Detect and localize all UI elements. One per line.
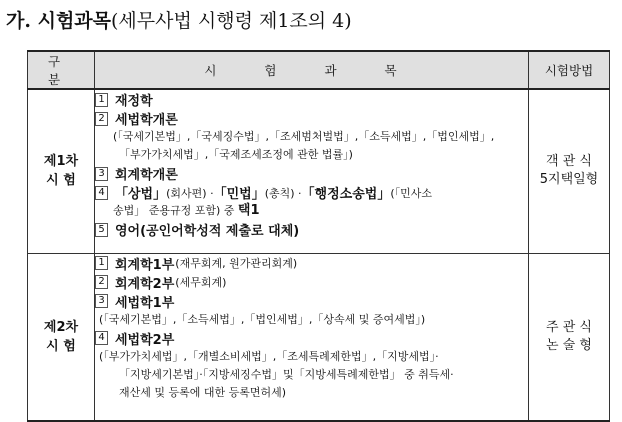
subject-detail: (「국세기본법」,「소득세법」,「법인세법」,「상속세 및 증여세법」): [99, 312, 426, 326]
number-box: 3: [95, 167, 108, 181]
method-line: 주 관 식: [546, 319, 592, 335]
subject-item: [95, 183, 528, 202]
number-box: 5: [95, 223, 108, 237]
table-row-second-exam: [28, 253, 610, 421]
number-box: 3: [95, 294, 108, 308]
subject-note: (총칙) ·: [264, 186, 302, 200]
category-line: 시 험: [46, 173, 76, 189]
subjects-second-exam: [95, 253, 529, 421]
heading-subtitle: (세무사법 시행령 제1조의 4): [111, 10, 352, 32]
category-line: 제1차: [43, 154, 79, 170]
subject-title: 세법학1부: [115, 295, 175, 311]
subject-title: 세법학2부: [115, 332, 175, 348]
page-heading: [6, 6, 352, 33]
header-subjects: 시 험 과 목: [95, 51, 529, 89]
subject-title: 재정학: [115, 94, 153, 109]
subject-note: (회사편) ·: [166, 186, 214, 200]
subject-item: [95, 329, 528, 348]
subject-choice: 택1: [237, 203, 260, 218]
number-box: 1: [95, 93, 108, 107]
subject-item: [95, 90, 528, 109]
subject-title: 세법학개론: [115, 113, 178, 128]
subject-detail-text: 송법」 준용규정 포함) 중: [113, 204, 238, 217]
subject-title: 영어(공인어학성적 제출로 대체): [115, 224, 300, 239]
subjects-first-exam: [95, 89, 529, 253]
subject-detail: (「국세기본법」,「국세징수법」,「조세범처벌법」,「소득세법」,「법인세법」,: [113, 130, 495, 143]
subject-title: 「민법」: [213, 187, 265, 202]
subject-title: 회계학2부: [115, 276, 175, 292]
heading-title: 가. 시험과목: [6, 10, 111, 32]
method-line: 논 술 형: [546, 337, 592, 353]
subject-detail: 「부가가치세법」,「국제조세조정에 관한 법률」): [119, 148, 353, 161]
method-line: 5지택일형: [539, 172, 599, 188]
table-row-first-exam: [28, 89, 610, 253]
exam-subjects-table: [27, 50, 610, 422]
subject-note: (「민사소: [390, 186, 433, 200]
number-box: 4: [95, 186, 108, 200]
table-header-row: [28, 51, 610, 89]
number-box: 2: [95, 275, 108, 289]
subject-title: 「행정소송법」: [301, 187, 391, 202]
number-box: 1: [95, 256, 108, 270]
subject-title: 「상법」: [115, 187, 167, 202]
number-box: 4: [95, 331, 108, 345]
subject-item: [95, 254, 528, 273]
subject-item: [95, 109, 528, 128]
subject-item: [95, 220, 528, 239]
subject-item: [95, 273, 528, 292]
header-category: 구 분: [28, 51, 95, 89]
number-box: 2: [95, 112, 108, 126]
subject-title: 회계학1부: [115, 257, 175, 273]
header-method: 시험방법: [529, 51, 610, 89]
subject-item: [95, 292, 528, 311]
category-first-exam: [28, 89, 95, 253]
subject-detail: (「부가가치세법」,「개별소비세법」,「조세특례제한법」,「지방세법」·: [99, 349, 439, 363]
method-first-exam: [529, 89, 610, 253]
subject-detail: [95, 202, 528, 220]
subject-detail: 재산세 및 등록에 대한 등록면허세): [119, 385, 287, 399]
subject-note: (세무회계): [175, 276, 227, 289]
subject-note: (재무회계, 원가관리회계): [175, 257, 298, 270]
method-line: 객 관 식: [546, 154, 592, 170]
subject-title: 회계학개론: [115, 168, 178, 183]
category-second-exam: [28, 253, 95, 421]
category-line: 시 험: [46, 338, 76, 354]
subject-item: [95, 164, 528, 183]
subject-detail: 「지방세기본법」·「지방세징수법」및「지방세특례제한법」 중 취득세·: [119, 367, 454, 381]
method-second-exam: [529, 253, 610, 421]
category-line: 제2차: [43, 319, 79, 335]
